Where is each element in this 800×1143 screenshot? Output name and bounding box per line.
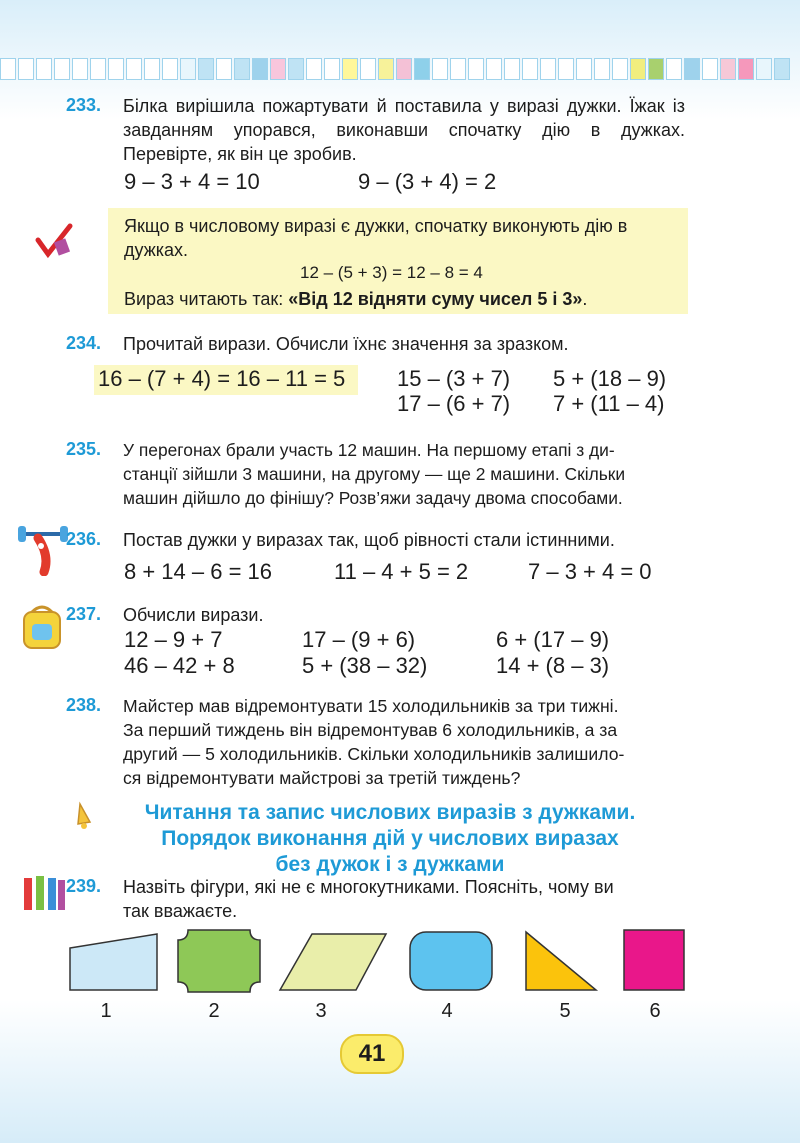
exercise-number-235: 235. (66, 439, 102, 459)
strip-tile (342, 58, 358, 80)
strip-tile (234, 58, 250, 80)
strip-tile (252, 58, 268, 80)
strip-tile (378, 58, 394, 80)
expression-237-4: 46 – 42 + 8 (124, 653, 235, 678)
rule-line-1: Якщо в числовому виразі є дужки, спочатку виконують дію в (124, 216, 628, 236)
section-title-line-1: Читання та запис числових виразів з дужками. (144, 801, 636, 824)
strip-tile (90, 58, 106, 80)
expression-234-c: 17 – (6 + 7) (397, 391, 511, 416)
exercise-text-236: Постав дужки у виразах так, щоб рівності стали істинними. (123, 530, 615, 550)
figure-3-parallelogram (280, 934, 386, 990)
strip-tile (720, 58, 736, 80)
figure-1-trapezoid (70, 934, 157, 990)
page-number: 41 (340, 1034, 404, 1074)
section-title (100, 800, 680, 878)
strip-tile (306, 58, 322, 80)
rule-line-2: дужках. (124, 240, 189, 260)
strip-tile (522, 58, 538, 80)
strip-tile (288, 58, 304, 80)
exercise-238-line-2: За перший тиждень він відремонтував 6 холодильників, а за (123, 720, 618, 740)
expression-234-d: 7 + (11 – 4) (553, 391, 665, 416)
figure-label-3: 3 (315, 1000, 327, 1022)
section-title-line-3: без дужок і з дужками (275, 853, 505, 876)
strip-tile (108, 58, 124, 80)
strip-tile (540, 58, 556, 80)
checkmark-pencil-icon (34, 222, 74, 262)
strip-tile (468, 58, 484, 80)
exercise-number-237: 237. (66, 604, 102, 624)
strip-tile (216, 58, 232, 80)
exercise-number-233: 233. (66, 95, 102, 115)
strip-tile (198, 58, 214, 80)
figure-label-4: 4 (441, 1000, 453, 1022)
expression-237-5: 5 + (38 – 32) (302, 653, 428, 678)
figure-6-square (624, 930, 684, 990)
expression-234-b: 5 + (18 – 9) (553, 366, 667, 391)
strip-tile (414, 58, 430, 80)
exercise-text-237: Обчисли вирази. (123, 605, 264, 625)
weightlifter-pencil-icon (16, 520, 70, 576)
exercise-number-234: 234. (66, 333, 102, 353)
expression-237-1: 12 – 9 + 7 (124, 627, 223, 652)
exercise-text-233: Білка вирішила пожартувати й поставила у виразі дужки. Їжак із завданням упорався, виконавши спочатку дію в дужках. Перевірте, як він це зробив. (123, 96, 685, 164)
bell-icon (72, 800, 100, 830)
rule-reading (124, 287, 587, 311)
expression-236-2: 11 – 4 + 5 = 2 (334, 559, 469, 584)
exercise-number-236: 236. (66, 529, 102, 549)
strip-tile (54, 58, 70, 80)
strip-tile (180, 58, 196, 80)
sample-expression-234: 16 – (7 + 4) = 16 – 11 = 5 (98, 366, 346, 391)
rule-example: 12 – (5 + 3) = 12 – 8 = 4 (300, 263, 483, 282)
expression-233-2: 9 – (3 + 4) = 2 (358, 169, 497, 194)
pencils-group-icon (18, 870, 68, 916)
expression-237-6: 14 + (8 – 3) (496, 653, 610, 678)
strip-tile (702, 58, 718, 80)
strip-tile (666, 58, 682, 80)
expression-234-a: 15 – (3 + 7) (397, 366, 511, 391)
exercise-number-238: 238. (66, 695, 102, 715)
exercise-238-line-1: Майстер мав відремонтувати 15 холодильників за три тижні. (123, 696, 619, 716)
strip-tile (450, 58, 466, 80)
figure-label-2: 2 (208, 1000, 220, 1022)
strip-tile (144, 58, 160, 80)
figure-label-5: 5 (559, 1000, 571, 1022)
strip-tile (18, 58, 34, 80)
exercise-239-line-2: так вважаєте. (123, 901, 238, 921)
strip-tile (558, 58, 574, 80)
strip-tile (162, 58, 178, 80)
exercise-235-line-1: У перегонах брали участь 12 машин. На першому етапі з ди- (123, 440, 615, 460)
decorative-tile-strip (0, 58, 800, 82)
rule-reading-suffix: . (582, 289, 588, 309)
strip-tile (396, 58, 412, 80)
strip-tile (594, 58, 610, 80)
exercise-text-234: Прочитай вирази. Обчисли їхнє значення за зразком. (123, 334, 569, 354)
strip-tile (486, 58, 502, 80)
rule-reading-bold: «Від 12 відняти суму чисел 5 і 3» (288, 289, 583, 309)
exercise-235-line-2: станції зійшли 3 машини, на другому — ще 2 машини. Скільки (123, 464, 626, 484)
figure-label-6: 6 (649, 1000, 661, 1022)
strip-tile (360, 58, 376, 80)
exercise-238-line-3: другий — 5 холодильників. Скільки холодильників залишило- (123, 744, 625, 764)
figures-area (0, 920, 800, 1000)
exercise-239-line-1: Назвіть фігури, які не є многокутниками. Поясніть, чому ви (123, 877, 614, 897)
strip-tile (612, 58, 628, 80)
exercise-235-line-3: машин дійшло до фінішу? Розв’яжи задачу двома способами. (123, 488, 623, 508)
strip-tile (774, 58, 790, 80)
strip-tile (756, 58, 772, 80)
strip-tile (270, 58, 286, 80)
strip-tile (684, 58, 700, 80)
expression-237-3: 6 + (17 – 9) (496, 627, 610, 652)
figure-4-rounded-rectangle (410, 932, 492, 990)
exercise-238-line-4: ся відремонтувати майстрові за третій тиждень? (123, 768, 521, 788)
strip-tile (36, 58, 52, 80)
strip-tile (504, 58, 520, 80)
figure-label-1: 1 (100, 1000, 112, 1022)
backpack-icon (18, 604, 66, 652)
figure-5-right-triangle (526, 932, 596, 990)
expression-236-1: 8 + 14 – 6 = 16 (124, 559, 273, 584)
strip-tile (630, 58, 646, 80)
rule-reading-prefix: Вираз читають так: (124, 289, 289, 309)
expression-237-2: 17 – (9 + 6) (302, 627, 416, 652)
strip-tile (0, 58, 16, 80)
figure-2-notched-rectangle (178, 930, 260, 992)
strip-tile (738, 58, 754, 80)
expression-233-1: 9 – 3 + 4 = 10 (124, 169, 260, 194)
strip-tile (126, 58, 142, 80)
section-title-line-2: Порядок виконання дій у числових виразах (161, 827, 619, 850)
strip-tile (324, 58, 340, 80)
strip-tile (432, 58, 448, 80)
expression-236-3: 7 – 3 + 4 = 0 (528, 559, 652, 584)
exercise-number-239: 239. (66, 876, 102, 896)
strip-tile (648, 58, 664, 80)
strip-tile (576, 58, 592, 80)
strip-tile (72, 58, 88, 80)
